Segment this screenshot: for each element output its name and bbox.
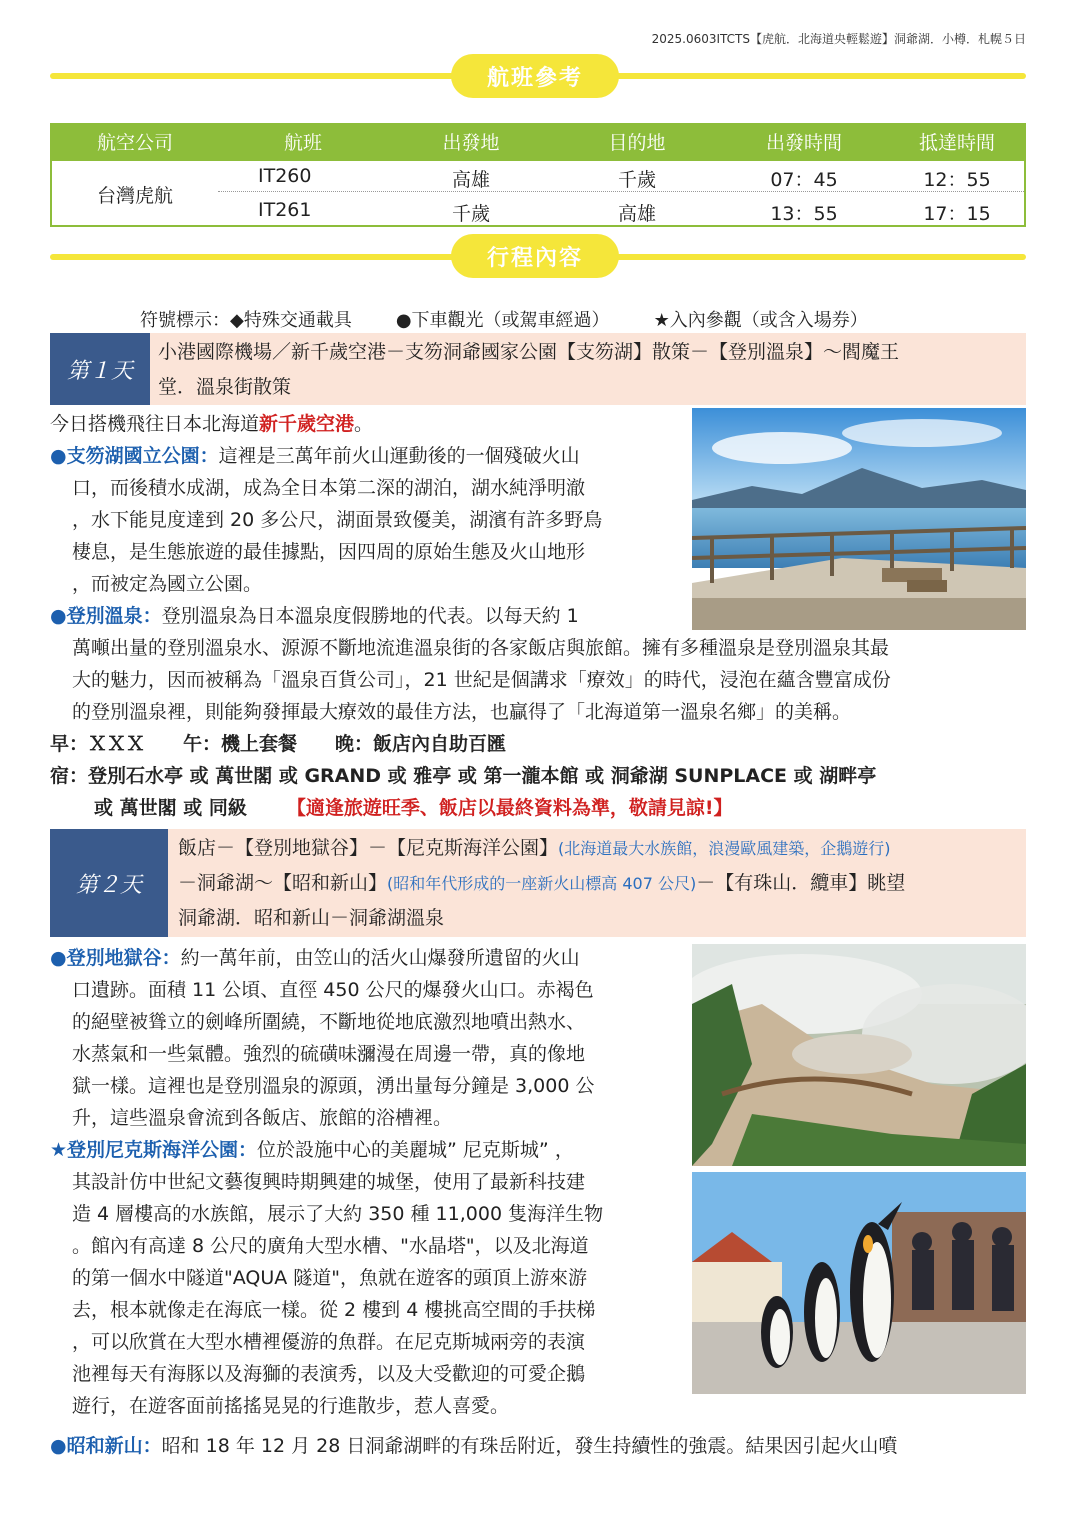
spot-heading-showa-shinzan: ●昭和新山： [50,1435,162,1457]
symbol-legend [140,306,912,332]
spot-text: 升，這些溫泉會流到各飯店、旅館的浴槽裡。 [72,1107,453,1129]
document-header: 2025.0603ITCTS【虎航．北海道央輕鬆遊】洞爺湖．小樽．札幌５日 [651,32,1026,46]
day1-title-line: 堂．溫泉街散策 [158,376,292,398]
day2-title-note: (昭和年代形成的一座新火山標高 407 公尺) [387,874,697,893]
day2-body [50,942,690,1422]
day2-label: 第２天 [50,829,168,937]
flight-table-header [52,125,1024,161]
day2-title-text: 洞爺湖．昭和新山－洞爺湖溫泉 [178,907,445,929]
spot-text: 約一萬年前，由笠山的活火山爆發所遺留的火山 [180,947,580,969]
spot-text: 去，根本就像走在海底一樣。從 2 樓到 4 樓挑高空間的手扶梯 [72,1299,596,1321]
airport-highlight: 新千歲空港 [259,413,355,435]
th-origin: 出發地 [442,132,500,154]
spot-text: 萬噸出量的登別溫泉水、源源不斷地流進溫泉街的各家飯店與旅館。擁有多種溫泉是登別溫泉其最 [72,637,890,659]
spot-text: 口，而後積水成湖，成為全日本第二深的湖泊，湖水純淨明澈 [72,477,586,499]
lake-shikotsu-photo [692,408,1026,630]
spot-heading-jigokudani: ●登別地獄谷： [50,947,181,969]
day2-title-text: －【有珠山．纜車】眺望 [696,872,906,894]
spot-text: 位於設施中心的美麗城” 尼克斯城” ， [257,1139,574,1161]
day1-onsen-text [50,632,1026,824]
spot-heading-noboribetsu-onsen: ●登別溫泉： [50,605,162,627]
flight-number: IT261 [258,199,312,221]
spot-text: 池裡每天有海豚以及海獅的表演秀，以及大受歡迎的可愛企鵝 [72,1363,586,1385]
intro-text: 今日搭機飛往日本北海道 [50,413,260,435]
spot-text: 的絕壁被聳立的劍峰所圍繞，不斷地從地底激烈地噴出熱水、 [72,1011,586,1033]
spot-text: ，水下能見度達到 20 多公尺，湖面景致優美，湖濱有許多野鳥 [72,509,603,531]
spot-text: 棲息，是生態旅遊的最佳據點，因四周的原始生態及火山地形 [72,541,586,563]
arrival-time: 12：55 [923,169,991,191]
day1-meals: 早：ＸＸＸ 午：機上套餐 晚：飯店內自助百匯 [50,733,507,755]
day1-title [150,333,1026,405]
day2-showa-shinzan [50,1430,1026,1462]
day2-title-note: (北海道最大水族館，浪漫歐風建築，企鵝遊行) [558,839,891,858]
th-airline: 航空公司 [96,132,173,154]
section-title-itinerary: 行程內容 [451,234,619,278]
day1-hotel: 或 萬世閣 或 同級 [94,797,247,819]
destination: 高雄 [617,203,656,225]
departure-time: 07：45 [770,169,838,191]
airline-cell: 台灣虎航 [96,185,173,207]
spot-text: 獄一樣。這裡也是登別溫泉的源頭，湧出量每分鐘是 3,000 公 [72,1075,595,1097]
spot-text: 登別溫泉為日本溫泉度假勝地的代表。以每天約 1 [161,605,579,627]
th-destination: 目的地 [608,132,666,154]
day2-title-text: 飯店－【登別地獄谷】－【尼克斯海洋公園】 [178,837,559,859]
penguin-parade-photo [692,1172,1026,1394]
spot-text: 造 4 層樓高的水族館，展示了大約 350 種 11,000 隻海洋生物 [72,1203,604,1225]
spot-text: 的登別溫泉裡，則能夠發揮最大療效的最佳方法，也贏得了「北海道第一溫泉名鄉」的美稱。 [72,701,852,723]
spot-heading-nixe: ★登別尼克斯海洋公園： [50,1139,258,1161]
hotel-notice: 【適逢旅遊旺季、飯店以最終資料為準，敬請見諒!】 [286,797,733,819]
spot-text: 口遺跡。面積 11 公頃、直徑 450 公尺的爆發火山口。赤褐色 [72,979,594,1001]
th-departure: 出發時間 [765,132,842,154]
destination: 千歲 [617,169,656,191]
jigokudani-photo [692,944,1026,1166]
spot-text: ，而被定為國立公園。 [72,573,263,595]
legend-item: ◆特殊交通載具 [230,310,352,331]
spot-text: 的第一個水中隧道"AQUA 隧道"，魚就在遊客的頭頂上游來游 [72,1267,588,1289]
spot-text: 水蒸氣和一些氣體。強烈的硫磺味瀰漫在周邊一帶，真的像地 [72,1043,586,1065]
th-flight: 航班 [283,132,322,154]
legend-item: ★入內參觀（或含入場券） [653,310,868,331]
origin: 高雄 [451,169,490,191]
day1-title-line: 小港國際機場／新千歲空港－支笏洞爺國家公園【支笏湖】散策－【登別溫泉】～閻魔王 [158,341,900,363]
spot-text: ，可以欣賞在大型水槽裡優游的魚群。在尼克斯城兩旁的表演 [72,1331,586,1353]
day1-hotel: 宿：登別石水亭 或 萬世閣 或 GRAND 或 雅亭 或 第一瀧本館 或 洞爺湖 SUNPLACE 或 湖畔亭 [50,765,877,787]
spot-heading-shikotsu: ●支笏湖國立公園： [50,445,219,467]
day1-label: 第１天 [50,333,150,405]
day1-intro [50,408,690,632]
departure-time: 13：55 [770,203,838,225]
day2-title-text: －洞爺湖～【昭和新山】 [178,872,388,894]
legend-item: ●下車觀光（或駕車經過） [395,310,610,331]
spot-text: 遊行，在遊客面前搖搖晃晃的行進散步，惹人喜愛。 [72,1395,510,1417]
th-arrival: 抵達時間 [918,132,995,154]
spot-text: 。館內有高達 8 公尺的廣角大型水槽、"水晶塔"，以及北海道 [72,1235,589,1257]
day2-title [168,829,1026,937]
intro-text: 。 [354,413,374,435]
legend-prefix: 符號標示： [140,310,230,331]
spot-text: 其設計仿中世紀文藝復興時期興建的城堡，使用了最新科技建 [72,1171,586,1193]
arrival-time: 17：15 [923,203,991,225]
section-title-flight: 航班參考 [451,54,619,98]
flight-table [50,123,1026,227]
spot-text: 大的魅力，因而被稱為「溫泉百貨公司」，21 世紀是個講求「療效」的時代，浸泡在蘊含豐富成份 [72,669,891,691]
spot-text: 這裡是三萬年前火山運動後的一個殘破火山 [218,445,580,467]
spot-text: 昭和 18 年 12 月 28 日洞爺湖畔的有珠岳附近，發生持續性的強震。結果因引起火山噴 [161,1435,898,1457]
origin: 千歲 [451,203,490,225]
flight-number: IT260 [258,165,312,187]
